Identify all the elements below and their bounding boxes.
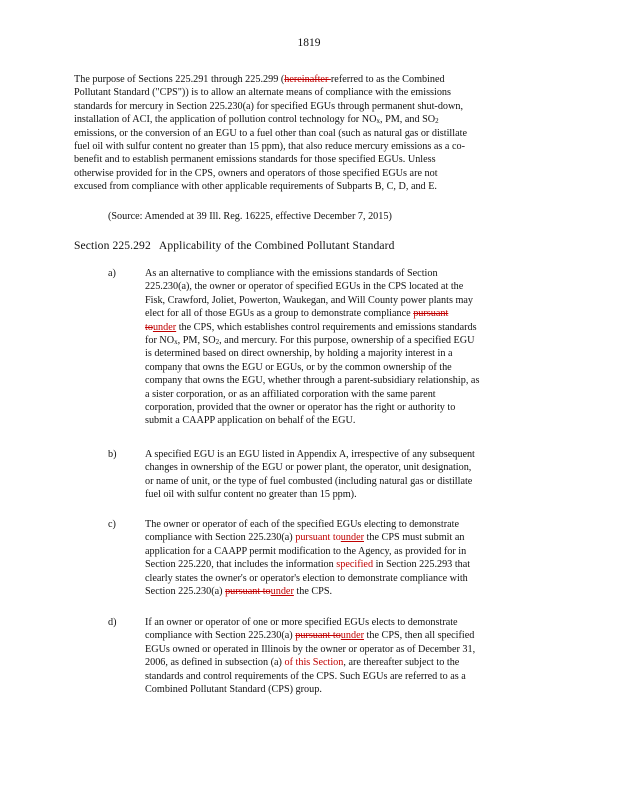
inserted-text: under xyxy=(340,630,364,642)
intro-paragraph: The purpose of Sections 225.291 through 225.299 (hereinafter referred to as the Combined Pollutant Standard ("CPS")) is to allow an alternate means of compliance with the emissions standards for mercury in Section 225.230(a) for specified EGUs through permanent shut-down, installation of ACI, the application of pollution control technology for $NO_x$, PM, and $SO_2$ emissions, or the conversion of an EGU to a fuel other than coal (such as natural gas or distillate fuel oil with sulfur content no greater than 15 ppm), that also reduce mercury emissions as a co- benefit and to establish permanent emissions standards for those specified EGUs. Unless otherwise provided for in the CPS, owners and operators of those specified EGUs are not excused from compliance with other applicable requirements of Subparts B, C, D, and E. xyxy=(74,74,467,193)
subsection-label: c) xyxy=(108,519,116,530)
deleted-text: hereinafter xyxy=(284,74,331,85)
deleted-text: pursuant to xyxy=(295,630,341,642)
section-heading xyxy=(74,239,395,252)
subsection-c: c) The owner or operator of each of the specified EGUs electing to demonstrate compliance with Section 225.230(a) pursuant tounder the CPS must submit an application for a CAAPP permit modification to the Agency, as provided for in Section 225.220, that includes the information specified in Section 225.293 that clearly states the owner's or operator's election to demonstrate compliance with Section 225.230(a) pursuant tounder the CPS. xyxy=(108,519,471,598)
subsection-label: d) xyxy=(108,617,117,628)
source-note: (Source: Amended at 39 Ill. Reg. 16225, effective December 7, 2015) xyxy=(108,211,392,222)
inserted-text: specified xyxy=(336,559,374,571)
inserted-text: under xyxy=(152,321,177,333)
subsection-label: b) xyxy=(108,449,117,460)
subsection-a: a) As an alternative to compliance with the emissions standards of Section 225.230(a), the owner or operator of specified EGUs in the CPS located at the Fisk, Crawford, Joliet, Powerton, Waukegan, and Will County power plants may elect for all of those EGUs as a group to demonstrate compliance pursuant tounder the CPS, which establishes control requirements and emissions standards for $NO_x$, PM, $SO_2$, and mercury. For this purpose, ownership of a specified EGU is determined based on direct ownership, by holding a majority interest in a company that owns the EGU or EGUs, or by the common ownership of the company that owns the EGU, whether through a parent-subsidiary relationship, as a sister corporation, or as an affiliated corporation with the same parent corporation, provided that the owner or operator has the right or authority to submit a CAAPP application on behalf of the EGU. xyxy=(108,268,480,427)
inserted-text: under xyxy=(270,586,294,598)
section-number: Section 225.292 xyxy=(74,239,151,252)
section-title: Applicability of the Combined Pollutant Standard xyxy=(158,239,395,252)
deleted-text: pursuant xyxy=(413,308,449,320)
subsection-d: d) If an owner or operator of one or more specified EGUs elects to demonstrate compliance with Section 225.230(a) pursuant tounder the CPS, then all specified EGUs owned or operated in Illinois by the owner or operator as of December 31, 2006, as defined in subsection (a) of this Section, are thereafter subject to the standards and control requirements of the CPS. Such EGUs are referred to as a Combined Pollutant Standard (CPS) group. xyxy=(108,617,476,696)
inserted-text: of this Section xyxy=(284,657,344,669)
inserted-text: under xyxy=(340,532,364,544)
page-number: 1819 xyxy=(297,37,321,49)
subsection-label: a) xyxy=(108,268,116,279)
inserted-text: pursuant to xyxy=(295,532,341,544)
subsection-b: b) A specified EGU is an EGU listed in Appendix A, irrespective of any subsequent changes in ownership of the EGU or power plant, the operator, unit designation, or name of unit, or the type of fuel combusted (including natural gas or distillate fuel oil with sulfur content no greater than 15 ppm). xyxy=(108,449,475,501)
deleted-text: pursuant to xyxy=(225,586,271,598)
deleted-text: to xyxy=(145,321,153,333)
